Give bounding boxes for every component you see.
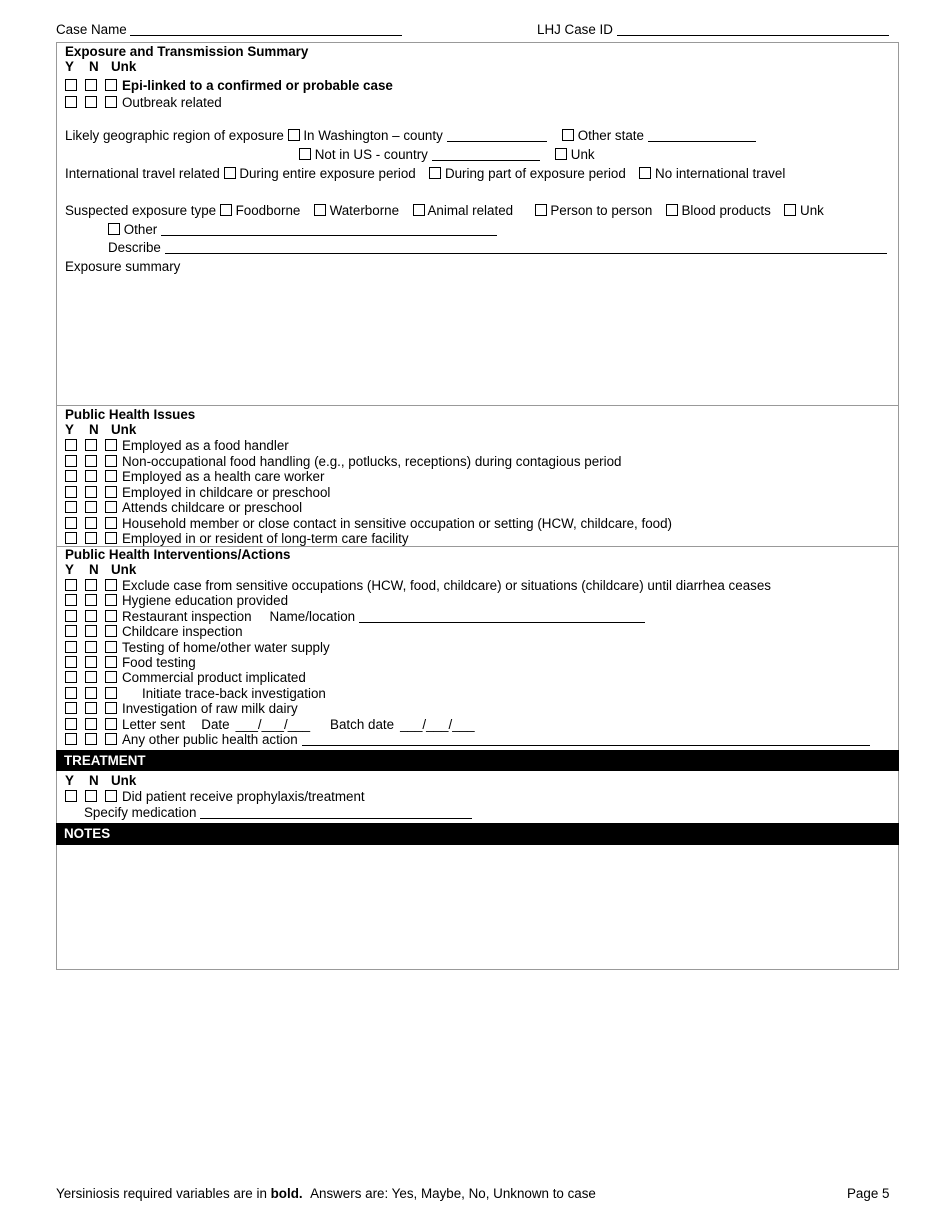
yes-checkbox[interactable] [65, 625, 77, 637]
phi-item-label: Employed in or resident of long-term care facility [122, 531, 409, 546]
geo-other-state-checkbox[interactable] [562, 129, 574, 141]
phi-item-label: Attends childcare or preschool [122, 500, 303, 515]
unk-checkbox[interactable] [105, 486, 117, 498]
phi-item [65, 485, 330, 500]
treatment-item [65, 789, 365, 804]
other-action-line[interactable] [302, 733, 870, 746]
phi-item [65, 454, 622, 469]
travel-none-checkbox[interactable] [639, 167, 651, 179]
unk-checkbox[interactable] [105, 532, 117, 544]
exposure-summary-area[interactable] [60, 276, 894, 402]
phi-item [65, 469, 324, 484]
yes-checkbox[interactable] [65, 656, 77, 668]
geo-not-us-checkbox[interactable] [299, 148, 311, 160]
yes-checkbox[interactable] [65, 517, 77, 529]
ynu-header [65, 773, 136, 788]
no-checkbox[interactable] [85, 96, 97, 108]
geo-unk-label: Unk [570, 147, 595, 162]
page-number: Page 5 [847, 1186, 890, 1201]
lhj-case-id-line[interactable] [617, 23, 889, 36]
phi-item-label: Household member or close contact in sensitive occupation or setting (HCW, childcare, food) [122, 515, 673, 531]
no-checkbox[interactable] [85, 702, 97, 714]
describe-line[interactable] [165, 241, 887, 254]
intervention-item [65, 701, 298, 716]
phi-item-label: Employed as a food handler [122, 438, 289, 453]
no-checkbox[interactable] [85, 79, 97, 91]
geo-wa-checkbox[interactable] [288, 129, 300, 141]
other-state-line[interactable] [648, 129, 756, 142]
exposure-type-row [65, 203, 824, 218]
exposure-item-label: Outbreak related [122, 95, 222, 110]
geo-not-us-label: Not in US - country [314, 147, 428, 162]
intervention-item [65, 624, 243, 639]
phi-item [65, 531, 409, 546]
no-checkbox[interactable] [85, 517, 97, 529]
footer-bold: bold. [270, 1186, 303, 1201]
intervention-item-label: Letter sent [122, 716, 186, 732]
geo-label: Likely geographic region of exposure [65, 128, 284, 143]
ynu-header [65, 59, 136, 74]
unk-checkbox[interactable] [105, 594, 117, 606]
ynu-y: Y [65, 773, 74, 788]
type-water-checkbox[interactable] [314, 204, 326, 216]
travel-entire-checkbox[interactable] [224, 167, 236, 179]
no-checkbox[interactable] [85, 656, 97, 668]
intervention-item-label: Commercial product implicated [122, 670, 306, 686]
ynu-n: N [89, 562, 99, 577]
ynu-unk: Unk [111, 422, 137, 437]
unk-checkbox[interactable] [105, 610, 117, 622]
yes-checkbox[interactable] [65, 532, 77, 544]
type-food-checkbox[interactable] [220, 204, 232, 216]
intervention-item [65, 593, 288, 608]
unk-checkbox[interactable] [105, 702, 117, 714]
intervention-item [65, 609, 645, 624]
phi-item [65, 500, 302, 515]
ynu-y: Y [65, 422, 74, 437]
phi-item-label: Employed in childcare or preschool [122, 484, 331, 500]
yes-checkbox[interactable] [65, 501, 77, 513]
intervention-item [65, 670, 306, 685]
yes-checkbox[interactable] [65, 702, 77, 714]
intervention-item-label: Food testing [122, 655, 196, 670]
interventions-title: Public Health Interventions/Actions [65, 547, 291, 562]
yes-checkbox[interactable] [65, 79, 77, 91]
date-label: Date [201, 716, 230, 732]
name-location-line[interactable] [359, 610, 645, 623]
ynu-n: N [89, 59, 99, 74]
phi-title: Public Health Issues [65, 407, 196, 422]
unk-checkbox[interactable] [105, 790, 117, 802]
unk-checkbox[interactable] [105, 718, 117, 730]
unk-checkbox[interactable] [105, 733, 117, 745]
intervention-item [65, 578, 771, 593]
specify-medication-line[interactable] [200, 806, 472, 819]
unk-checkbox[interactable] [105, 656, 117, 668]
type-animal-label: Animal related [427, 203, 514, 218]
travel-row [65, 166, 785, 181]
lhj-case-id-field[interactable] [537, 22, 889, 37]
no-checkbox[interactable] [85, 610, 97, 622]
ynu-y: Y [65, 59, 74, 74]
ynu-unk: Unk [111, 773, 137, 788]
unk-checkbox[interactable] [105, 641, 117, 653]
county-line[interactable] [447, 129, 547, 142]
travel-entire-label: During entire exposure period [239, 166, 416, 181]
geo-unk-checkbox[interactable] [555, 148, 567, 160]
no-checkbox[interactable] [85, 532, 97, 544]
exposure-item [65, 95, 222, 110]
type-person-checkbox[interactable] [535, 204, 547, 216]
ynu-n: N [89, 422, 99, 437]
ynu-y: Y [65, 562, 74, 577]
yes-checkbox[interactable] [65, 718, 77, 730]
no-checkbox[interactable] [85, 733, 97, 745]
yes-checkbox[interactable] [65, 470, 77, 482]
no-checkbox[interactable] [85, 501, 97, 513]
yes-checkbox[interactable] [65, 594, 77, 606]
no-checkbox[interactable] [85, 439, 97, 451]
unk-checkbox[interactable] [105, 470, 117, 482]
intervention-item [65, 717, 475, 732]
batch-date-label: Batch date [330, 716, 395, 732]
specify-medication-label: Specify medication [84, 805, 197, 820]
exposure-title: Exposure and Transmission Summary [65, 44, 309, 59]
case-name-field[interactable] [56, 22, 402, 37]
footer-note [56, 1186, 596, 1201]
intervention-item-label: Any other public health action [122, 732, 298, 747]
yes-checkbox[interactable] [65, 641, 77, 653]
unk-checkbox[interactable] [105, 455, 117, 467]
type-blood-label: Blood products [681, 203, 771, 218]
lhj-case-id-label: LHJ Case ID [537, 22, 613, 37]
no-checkbox[interactable] [85, 718, 97, 730]
travel-none-label: No international travel [655, 166, 786, 181]
unk-checkbox[interactable] [105, 96, 117, 108]
intervention-item-label: Testing of home/other water supply [122, 639, 330, 655]
no-checkbox[interactable] [85, 671, 97, 683]
unk-checkbox[interactable] [105, 625, 117, 637]
yes-checkbox[interactable] [65, 455, 77, 467]
exposure-summary-label: Exposure summary [65, 259, 181, 274]
intervention-item-label: Exclude case from sensitive occupations (HCW, food, childcare) or situations (childcare) until diarrhea ceases [122, 578, 771, 593]
unk-checkbox[interactable] [105, 671, 117, 683]
no-checkbox[interactable] [85, 625, 97, 637]
country-line[interactable] [432, 148, 540, 161]
geo-region-row [65, 128, 756, 143]
unk-checkbox[interactable] [105, 439, 117, 451]
no-checkbox[interactable] [85, 579, 97, 591]
intervention-item-label: Initiate trace-back investigation [142, 685, 326, 701]
type-other-label: Other [123, 222, 158, 237]
no-checkbox[interactable] [85, 641, 97, 653]
phi-item [65, 438, 289, 453]
ynu-unk: Unk [111, 562, 137, 577]
no-checkbox[interactable] [85, 594, 97, 606]
no-checkbox[interactable] [85, 486, 97, 498]
type-water-label: Waterborne [329, 203, 400, 218]
intervention-item-label: Investigation of raw milk dairy [122, 701, 298, 717]
yes-checkbox[interactable] [65, 486, 77, 498]
phi-item-label: Employed as a health care worker [122, 469, 325, 484]
type-other-line[interactable] [161, 223, 497, 236]
unk-checkbox[interactable] [105, 579, 117, 591]
yes-checkbox[interactable] [65, 439, 77, 451]
exposure-item [65, 78, 393, 93]
describe-row [108, 240, 887, 255]
type-unk-checkbox[interactable] [784, 204, 796, 216]
yes-checkbox[interactable] [65, 790, 77, 802]
yes-checkbox[interactable] [65, 671, 77, 683]
unk-checkbox[interactable] [105, 517, 117, 529]
yes-checkbox[interactable] [65, 687, 77, 699]
geo-region-row-2 [299, 147, 595, 162]
intervention-item [65, 686, 326, 701]
yes-checkbox[interactable] [65, 733, 77, 745]
date-blank[interactable]: ___/___/___ [235, 716, 311, 732]
type-blood-checkbox[interactable] [666, 204, 678, 216]
intervention-item-label: Restaurant inspection [122, 608, 252, 624]
specify-medication-row [84, 805, 472, 820]
intervention-item-label: Childcare inspection [122, 624, 243, 640]
case-name-line[interactable] [130, 23, 402, 36]
no-checkbox[interactable] [85, 455, 97, 467]
yes-checkbox[interactable] [65, 579, 77, 591]
intervention-item-label: Hygiene education provided [122, 593, 289, 609]
case-name-label: Case Name [56, 22, 127, 37]
type-label: Suspected exposure type [65, 203, 217, 218]
divider [56, 405, 899, 406]
type-other-row [108, 222, 497, 237]
type-animal-checkbox[interactable] [413, 204, 425, 216]
type-food-label: Foodborne [235, 203, 301, 218]
ynu-n: N [89, 773, 99, 788]
notes-bar: NOTES [56, 823, 899, 845]
intervention-item [65, 732, 870, 747]
describe-label: Describe [108, 240, 161, 255]
intervention-item [65, 655, 196, 670]
type-unk-label: Unk [800, 203, 824, 218]
name-location-label: Name/location [269, 608, 356, 624]
unk-checkbox[interactable] [105, 79, 117, 91]
phi-item-label: Non-occupational food handling (e.g., potlucks, receptions) during contagious period [122, 453, 622, 469]
unk-checkbox[interactable] [105, 501, 117, 513]
ynu-header [65, 422, 136, 437]
type-other-checkbox[interactable] [108, 223, 120, 235]
yes-checkbox[interactable] [65, 96, 77, 108]
geo-other-state-label: Other state [577, 128, 644, 143]
travel-part-label: During part of exposure period [444, 166, 626, 181]
type-person-label: Person to person [550, 203, 653, 218]
no-checkbox[interactable] [85, 790, 97, 802]
batch-date-blank[interactable]: ___/___/___ [400, 716, 475, 732]
travel-part-checkbox[interactable] [429, 167, 441, 179]
unk-checkbox[interactable] [105, 687, 117, 699]
yes-checkbox[interactable] [65, 610, 77, 622]
no-checkbox[interactable] [85, 470, 97, 482]
notes-area[interactable] [60, 848, 894, 966]
geo-wa-label: In Washington – county [303, 128, 443, 143]
intervention-item [65, 640, 330, 655]
treatment-item-label: Did patient receive prophylaxis/treatment [122, 789, 365, 804]
exposure-item-label: Epi-linked to a confirmed or probable case [122, 78, 393, 93]
ynu-unk: Unk [111, 59, 137, 74]
travel-label: International travel related [65, 166, 220, 181]
ynu-header [65, 562, 136, 577]
treatment-bar: TREATMENT [56, 750, 899, 771]
footer-suffix: Answers are: Yes, Maybe, No, Unknown to case [310, 1186, 596, 1201]
no-checkbox[interactable] [85, 687, 97, 699]
footer-prefix: Yersiniosis required variables are in [56, 1186, 267, 1201]
phi-item [65, 516, 672, 531]
